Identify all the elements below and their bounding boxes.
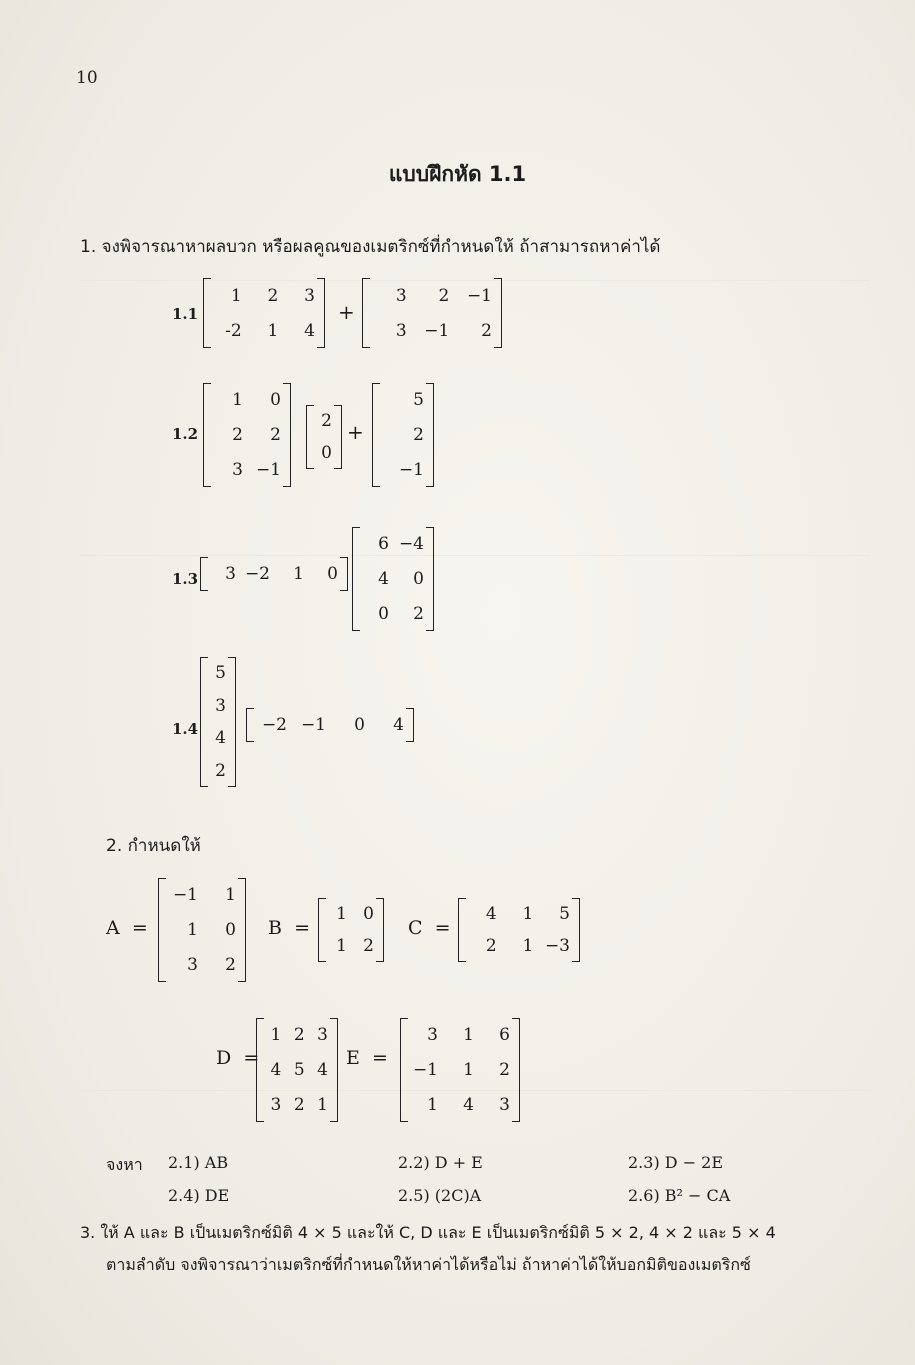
matrix-cell: −1 [255, 459, 281, 480]
matrix-cell: 4 [317, 1059, 328, 1080]
plus-operator: + [347, 420, 364, 444]
matrix-cell: 1 [427, 1094, 438, 1115]
matrix-cell: 3 [232, 459, 243, 480]
matrix-cell: 0 [354, 715, 365, 735]
matrix-cell: 0 [327, 564, 338, 584]
matrix-1-3-row [200, 557, 348, 591]
matrix-B [318, 898, 384, 962]
matrix-cell: 2 [413, 603, 424, 624]
matrix-cell: 1 [522, 936, 534, 956]
matrix-cell: 1 [230, 285, 242, 306]
matrix-cell: 2 [270, 424, 281, 445]
matrix-1-4-row [246, 708, 414, 742]
matrix-cell: 1 [225, 885, 236, 906]
item-1-4-label: 1.4 [172, 720, 199, 738]
task-2-5: 2.5) (2C)A [398, 1186, 482, 1205]
matrix-cell: 2 [293, 1025, 305, 1046]
matrix-cell: 2 [225, 954, 236, 975]
task-2-1: 2.1) AB [168, 1153, 229, 1172]
matrix-cell: 3 [270, 1094, 282, 1115]
matrix-cell: −4 [398, 534, 424, 555]
matrix-cell: 5 [293, 1059, 305, 1080]
matrix-1-1-left [203, 278, 325, 348]
item-1-3-label: 1.3 [172, 570, 199, 588]
matrix-cell: −1 [300, 715, 326, 735]
matrix-cell: 0 [225, 919, 236, 940]
matrix-cell: 4 [378, 568, 389, 589]
matrix-cell: 1 [293, 564, 304, 584]
matrix-A [158, 878, 246, 982]
matrix-cell: 3 [317, 1025, 328, 1046]
item-1-1-label: 1.1 [172, 305, 199, 323]
matrix-cell: 1 [317, 1094, 328, 1115]
matrix-1-2-a [203, 383, 291, 487]
matrix-cell: −2 [244, 564, 270, 584]
matrix-cell: 1 [187, 919, 198, 940]
matrix-cell: 3 [304, 285, 315, 306]
matrix-1-4-column [200, 657, 236, 787]
matrix-cell: 3 [395, 285, 407, 306]
matrix-cell: 3 [427, 1025, 438, 1046]
matrix-cell: -2 [225, 320, 242, 341]
matrix-1-2-c [372, 383, 434, 487]
matrix-cell: 2 [485, 936, 497, 956]
matrix-cell: 0 [363, 904, 374, 924]
matrix-cell: 5 [215, 663, 226, 684]
bleed-through-decoration [80, 515, 870, 556]
matrix-cell: 5 [413, 390, 424, 411]
matrix-cell: 1 [463, 1025, 474, 1046]
matrix-cell: −1 [412, 1059, 438, 1080]
matrix-cell: 3 [499, 1094, 510, 1115]
matrix-cell: 2 [215, 760, 226, 781]
matrix-cell: 2 [413, 424, 424, 445]
matrix-cell: −2 [261, 715, 287, 735]
matrix-cell: 6 [499, 1025, 510, 1046]
matrix-cell: 2 [481, 320, 492, 341]
matrix-cell: 2 [293, 1094, 305, 1115]
question-1-text: 1. จงพิจารณาหาผลบวก หรือผลคูณของเมตริกซ์ที่กำหนดให้ ถ้าสามารถหาค่าได้ [80, 237, 661, 257]
matrix-cell: 2 [321, 411, 332, 431]
matrix-1-2-b [306, 405, 342, 469]
matrix-D-name: D = [216, 1047, 260, 1069]
matrix-1-3-column [352, 527, 434, 631]
matrix-cell: 2 [363, 936, 374, 956]
matrix-cell: 3 [225, 564, 236, 584]
matrix-C-name: C = [408, 917, 451, 939]
matrix-cell: 1 [270, 1025, 282, 1046]
question-2-text: 2. กำหนดให้ [106, 836, 201, 856]
matrix-cell: 1 [232, 390, 243, 411]
item-1-2-label: 1.2 [172, 425, 199, 443]
matrix-cell: 4 [393, 715, 404, 735]
matrix-cell: −1 [398, 459, 424, 480]
find-label: จงหา [106, 1155, 143, 1174]
matrix-cell: 4 [463, 1094, 474, 1115]
matrix-cell: 0 [413, 568, 424, 589]
matrix-A-name: A = [106, 917, 148, 939]
matrix-cell: −3 [544, 936, 570, 956]
matrix-cell: 4 [485, 904, 497, 924]
question-3-line-2: ตามลำดับ จงพิจารณาว่าเมตริกซ์ที่กำหนดให้หาค่าได้หรือไม่ ถ้าหาค่าได้ให้บอกมิติของเมตริกซ์ [106, 1255, 751, 1274]
plus-operator: + [338, 300, 355, 324]
matrix-cell: 3 [215, 695, 226, 716]
matrix-cell: 4 [215, 728, 226, 749]
matrix-cell: 2 [267, 285, 279, 306]
matrix-1-1-right [362, 278, 502, 348]
matrix-cell: 2 [499, 1059, 510, 1080]
exercise-title: แบบฝึกหัด 1.1 [388, 162, 527, 186]
matrix-cell: 0 [270, 390, 281, 411]
matrix-C [458, 898, 580, 962]
matrix-cell: 2 [232, 424, 243, 445]
matrix-E-name: E = [346, 1047, 388, 1069]
matrix-cell: 3 [395, 320, 407, 341]
matrix-B-name: B = [268, 917, 310, 939]
matrix-cell: −1 [424, 320, 450, 341]
matrix-cell: 1 [336, 904, 347, 924]
task-2-6: 2.6) B² − CA [628, 1186, 731, 1205]
matrix-cell: 0 [378, 603, 389, 624]
task-2-4: 2.4) DE [168, 1186, 230, 1205]
matrix-E [400, 1018, 520, 1122]
matrix-cell: 4 [270, 1059, 282, 1080]
matrix-cell: 0 [321, 443, 332, 463]
matrix-cell: 1 [463, 1059, 474, 1080]
matrix-cell: 5 [559, 904, 570, 924]
matrix-cell: 6 [378, 534, 389, 555]
matrix-cell: −1 [466, 285, 492, 306]
matrix-D [256, 1018, 338, 1122]
page-number: 10 [76, 68, 98, 88]
question-3-line-1: 3. ให้ A และ B เป็นเมตริกซ์มิติ 4 × 5 และให้ C, D และ E เป็นเมตริกซ์มิติ 5 × 2, 4 × 2 และ 5 × 4 [80, 1223, 776, 1242]
matrix-cell: −1 [172, 885, 198, 906]
task-2-2: 2.2) D + E [398, 1153, 483, 1172]
matrix-cell: 4 [304, 320, 315, 341]
matrix-cell: 1 [522, 904, 534, 924]
matrix-cell: 3 [187, 954, 198, 975]
matrix-cell: 2 [438, 285, 450, 306]
matrix-cell: 1 [336, 936, 347, 956]
task-2-3: 2.3) D − 2E [628, 1153, 724, 1172]
matrix-cell: 1 [267, 320, 279, 341]
